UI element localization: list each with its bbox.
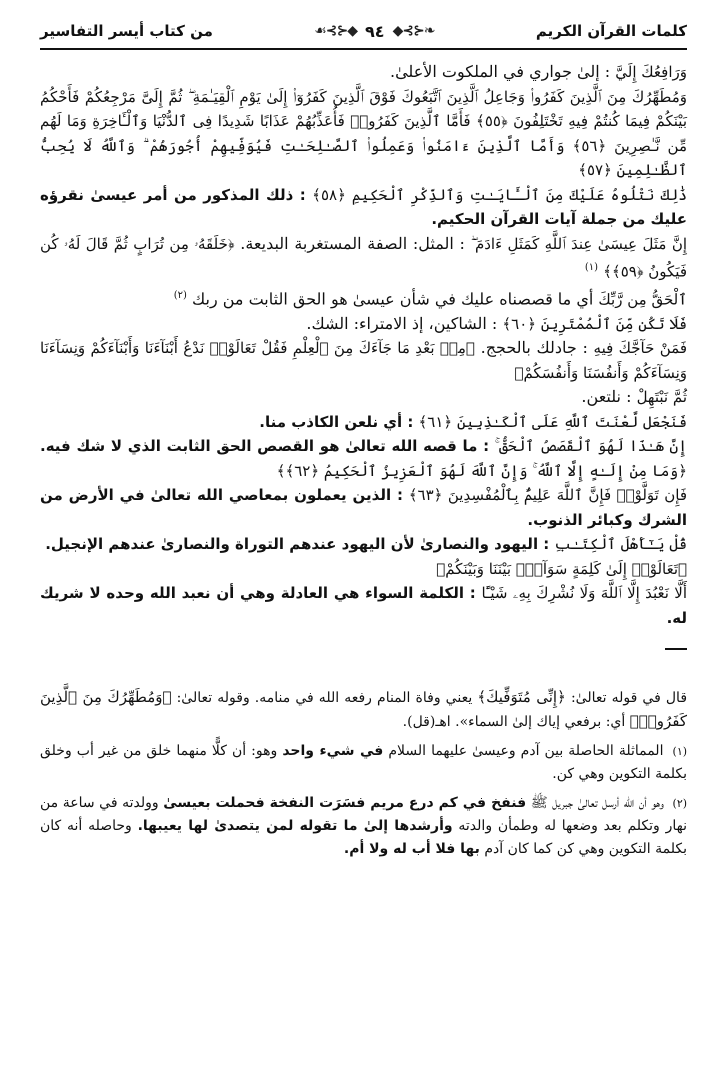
explanation: : اليهود والنصارىٰ لأن اليهود عندهم التوراة والنصارىٰ عندهم الإنجيل. xyxy=(45,535,550,554)
footnote-continuation xyxy=(40,686,687,734)
entry-alhaqq xyxy=(40,284,687,312)
explanation: : جادلك بالحجج. xyxy=(480,338,588,358)
entry-tawallaw xyxy=(40,483,687,532)
footnotes xyxy=(40,686,687,861)
main-text xyxy=(40,60,687,630)
footnote-text: وولدته في ساعة من نهار وتكلم بعد وضعها له وطمأن والدته xyxy=(40,795,687,835)
footnote-text: فنفخ في كم درع مريم فسَرَت النفخة فحملت بعيسىٰ xyxy=(163,795,527,812)
quran-phrase: ﴿تَعَالَوْا۟ إِلَىٰ كَلِمَةٍ سَوَآءٍۭ بَيْنَنَا وَبَيْنَكُمْ﴾ xyxy=(436,559,687,578)
quran-phrase: إِنَّ هَـٰذَا لَهُوَ ٱلْقَصَصُ ٱلْحَقُّ ۚ xyxy=(494,437,687,456)
quran-phrase: ثُمَّ نَبْتَهِلْ xyxy=(636,388,687,407)
header-rule xyxy=(40,48,687,50)
entry-taalaw xyxy=(40,557,687,582)
explanation: : ما قصه الله تعالىٰ هو القصص الحق الثابت الذي لا شك فيه. xyxy=(40,437,490,456)
quran-phrase: ذَٰلِكَ نَتْلُوهُ عَلَيْكَ مِنَ ٱلْـَٔايَـٰتِ وَٱلذِّكْرِ ٱلْحَكِيمِ ﴿٥٨﴾ xyxy=(312,185,687,204)
explanation: : الكلمة السواء هي العادلة وهي أن نعبد الله وحده لا شريك له. xyxy=(40,584,687,627)
footnote-text: وأرشدها إلىٰ ما تقوله لمن يتصدىٰ لها يعيبها. xyxy=(137,818,453,835)
footnote-number: (١) xyxy=(672,745,688,759)
explanation: : إلىٰ جواري في الملكوت الأعلىٰ. xyxy=(390,62,611,81)
explanation: : أي نلعن الكاذب منا. xyxy=(259,412,414,431)
quran-phrase: وَرَافِعُكَ إِلَيَّ xyxy=(615,63,687,81)
ornament-left-icon: ◆⊰⊱☙ xyxy=(314,23,358,39)
footnote-2 xyxy=(40,792,687,861)
header-page-number-group xyxy=(314,22,434,41)
quran-phrase: ﴿خَلَقَهُۥ مِن تُرَابٍ ثُمَّ قَالَ لَهُۥ كُن فَيَكُونُ ﴿٥٩﴾﴾ xyxy=(40,234,687,281)
footnote-ref-1[interactable]: (١) xyxy=(584,262,599,273)
footnote-text: يعني وفاة المنام رفعه الله في منامه. وقوله تعالىٰ: xyxy=(176,690,473,707)
explanation: أي ما قصصناه عليك في شأن عيسىٰ هو الحق الثابت من ربك xyxy=(192,289,594,309)
quran-phrase: ﴿مِنۢ بَعْدِ مَا جَآءَكَ مِنَ ٱلْعِلْمِ فَقُلْ تَعَالَوْا۟ نَدْعُ أَبْنَآءَنَا وَأَبْنَآءَكُمْ وَنِسَآءَنَا وَنِسَآءَكُمْ وَأَنفُسَنَا وَأَنفُسَكُمْ﴾ xyxy=(40,339,687,382)
footnote-text: وحاصله أنه كان بكلمة التكوين وهي كن كما كان آدم xyxy=(40,818,687,858)
quran-phrase: أَلَّا نَعْبُدَ إِلَّا ٱللَّهَ وَلَا نُشْرِكَ بِهِۦ شَيْـًٔا xyxy=(481,584,687,603)
quran-phrase: فَنَجْعَل لَّعْنَتَ ٱللَّهِ عَلَى ٱلْكَـٰذِبِينَ ﴿٦١﴾ xyxy=(418,412,687,431)
page-number: ٩٤ xyxy=(365,21,385,41)
entry-mathal xyxy=(40,232,687,284)
entry-najal xyxy=(40,410,687,435)
header-book-title: كلمات القرآن الكريم xyxy=(535,22,687,40)
quran-passage: وَمُطَهِّرُكَ مِنَ ٱلَّذِينَ كَفَرُوا۟ وَجَاعِلُ ٱلَّذِينَ ٱتَّبَعُوكَ فَوْقَ ٱلَّذِينَ كَفَرُوٓا۟ إِلَىٰ يَوْمِ ٱلْقِيَـٰمَةِ ۖ ثُمَّ إِلَىَّ مَرْجِعُكُمْ فَأَحْكُمُ بَيْنَكُمْ فِيمَا كُنتُمْ فِيهِ تَخْتَلِفُونَ ﴿٥٥﴾ فَأَمَّا ٱلَّذِينَ كَفَرُوا۟ فَأُعَذِّبُهُمْ عَذَابًا شَدِيدًا فِى ٱلدُّنْيَا وَٱلْـَٔاخِرَةِ وَمَا لَهُم مِّن نَّـٰصِرِينَ ﴿٥٦﴾ وَأَمَّا ٱلَّذِينَ ءَامَنُوا۟ وَعَمِلُوا۟ ٱلصَّـٰلِحَـٰتِ فَيُوَفِّيهِمْ أُجُورَهُمْ ۗ وَٱللَّهُ لَا يُحِبُّ ٱلظَّـٰلِمِينَ ﴿٥٧﴾ xyxy=(40,87,688,179)
entry-natluhu xyxy=(40,183,687,232)
footnote-text: وهو أن الله أرسل تعالىٰ جبريل ﷺ xyxy=(530,795,664,812)
entry-ahlalkitab xyxy=(40,532,687,557)
quran-phrase: ﴿وَمَا مِنْ إِلَـٰهٍ إِلَّا ٱللَّهُ ۚ وَإِنَّ ٱللَّهَ لَهُوَ ٱلْعَزِيزُ ٱلْحَكِيمُ ﴿٦٢﴾﴾ xyxy=(276,461,687,480)
entry-mutahhiruka xyxy=(40,85,687,183)
explanation: : الشاكين، إذ الامتراء: الشك. xyxy=(306,313,498,333)
entry-mumtarin xyxy=(40,312,687,337)
explanation: : المثل: الصفة المستغربة البديعة. xyxy=(240,233,465,253)
quran-phrase: ٱلْحَقُّ مِن رَّبِّكَ xyxy=(598,290,687,309)
entry-hajjaka xyxy=(40,336,687,385)
quran-phrase: فَلَا تَكُن مِّنَ ٱلْمُمْتَرِينَ ﴿٦٠﴾ xyxy=(502,314,687,333)
entry-nabtahil xyxy=(40,385,687,410)
quran-phrase: ﴿وَمُطَهِّرُكَ مِنَ ٱلَّذِينَ كَفَرُوا۟﴾ xyxy=(40,688,687,731)
explanation: : الذين يعملون بمعاصي الله تعالىٰ في الأرض من الشرك وكبائر الذنوب. xyxy=(40,486,687,529)
explanation: : نلتعن. xyxy=(581,387,632,407)
footnote-text: بها فلا أب له ولا أم. xyxy=(343,841,480,858)
footnote-ref-2[interactable]: (٢) xyxy=(173,289,187,301)
page-header xyxy=(40,14,687,48)
footnote-text: المماثلة الحاصلة بين آدم وعيسىٰ عليهما السلام xyxy=(388,743,664,760)
quran-phrase: ﴿إِنِّى مُتَوَفِّيكَ﴾ xyxy=(477,688,566,707)
footnote-1 xyxy=(40,740,687,786)
header-source-title: من كتاب أيسر التفاسير xyxy=(40,22,213,40)
footnote-text: وهو: أن كلًّا منهما خلق من غير أب وخلق بكلمة التكوين وهي كن. xyxy=(40,743,687,783)
footnote-number: (٢) xyxy=(672,797,688,811)
footnote-text: أي: برفعي إياك إلىٰ السماء». اهـ(قل). xyxy=(402,714,626,731)
footnote-separator xyxy=(665,648,687,650)
quran-phrase: إِنَّ مَثَلَ عِيسَىٰ عِندَ ٱللَّهِ كَمَثَلِ ءَادَمَ ۖ xyxy=(470,234,687,253)
explanation: : ذلك المذكور من أمر عيسىٰ نقرؤه عليك من جملة آيات القرآن الحكيم. xyxy=(40,185,687,228)
footnote-text: في شيء واحد xyxy=(282,743,384,760)
entry-alla-nabud xyxy=(40,581,687,630)
footnote-text: قال في قوله تعالىٰ: xyxy=(570,690,688,707)
quran-phrase: فَإِن تَوَلَّوْا۟ فَإِنَّ ٱللَّهَ عَلِيمٌۢ بِٱلْمُفْسِدِينَ ﴿٦٣﴾ xyxy=(408,486,687,505)
ornament-right-icon: ❧⊰⊱◆ xyxy=(392,23,435,39)
entry-rafi xyxy=(40,60,687,85)
quran-phrase: فَمَنْ حَآجَّكَ فِيهِ xyxy=(593,339,687,358)
quran-phrase: قُلْ يَـٰٓأَهْلَ ٱلْكِتَـٰبِ xyxy=(554,535,687,554)
entry-qasas xyxy=(40,434,687,483)
